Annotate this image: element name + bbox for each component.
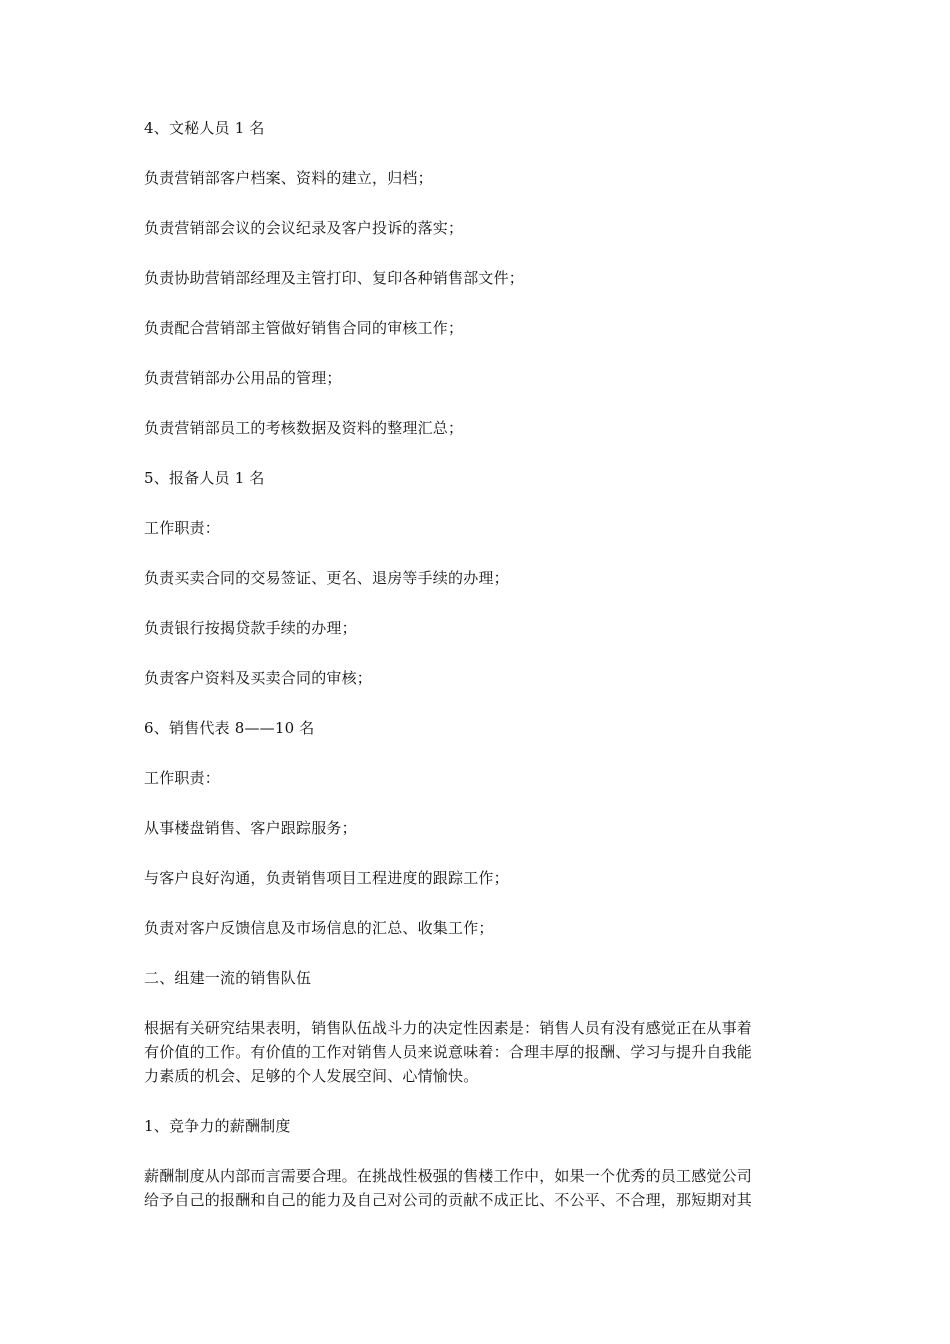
duty-subheading: 工作职责： — [144, 769, 221, 787]
duty-line: 负责营销部会议的会议纪录及客户投诉的落实； — [144, 219, 464, 237]
duty-line: 负责客户资料及买卖合同的审核； — [144, 669, 373, 687]
chapter-heading: 二、组建一流的销售队伍 — [144, 969, 312, 987]
paragraph-line: 有价值的工作。有价值的工作对销售人员来说意味着：合理丰厚的报酬、学习与提升自我能 — [144, 1043, 753, 1061]
paragraph-line: 给予自己的报酬和自己的能力及自己对公司的贡献不成正比、不公平、不合理，那短期对其 — [144, 1191, 753, 1209]
paragraph-line: 力素质的机会、足够的个人发展空间、心情愉快。 — [144, 1067, 479, 1085]
duty-line: 负责银行按揭贷款手续的办理； — [144, 619, 357, 637]
duty-line: 从事楼盘销售、客户跟踪服务； — [144, 819, 357, 837]
duty-line: 负责买卖合同的交易签证、更名、退房等手续的办理； — [144, 569, 509, 587]
section-heading-sales-rep: 6、销售代表 8——10 名 — [144, 719, 315, 737]
paragraph-line: 薪酬制度从内部而言需要合理。在挑战性极强的售楼工作中，如果一个优秀的员工感觉公司 — [144, 1167, 753, 1185]
duty-line: 与客户良好沟通，负责销售项目工程进度的跟踪工作； — [144, 869, 509, 887]
duty-line: 负责营销部办公用品的管理； — [144, 369, 342, 387]
duty-line: 负责营销部客户档案、资料的建立，归档； — [144, 169, 433, 187]
duty-subheading: 工作职责： — [144, 519, 221, 537]
paragraph-line: 根据有关研究结果表明，销售队伍战斗力的决定性因素是：销售人员有没有感觉正在从事着 — [144, 1019, 753, 1037]
duty-line: 负责对客户反馈信息及市场信息的汇总、收集工作； — [144, 919, 494, 937]
section-heading-secretary: 4、文秘人员 1 名 — [144, 119, 265, 137]
duty-line: 负责配合营销部主管做好销售合同的审核工作； — [144, 319, 464, 337]
section-heading-filing: 5、报备人员 1 名 — [144, 469, 265, 487]
duty-line: 负责协助营销部经理及主管打印、复印各种销售部文件； — [144, 269, 525, 287]
subsection-heading: 1、竞争力的薪酬制度 — [144, 1117, 291, 1135]
duty-line: 负责营销部员工的考核数据及资料的整理汇总； — [144, 419, 464, 437]
